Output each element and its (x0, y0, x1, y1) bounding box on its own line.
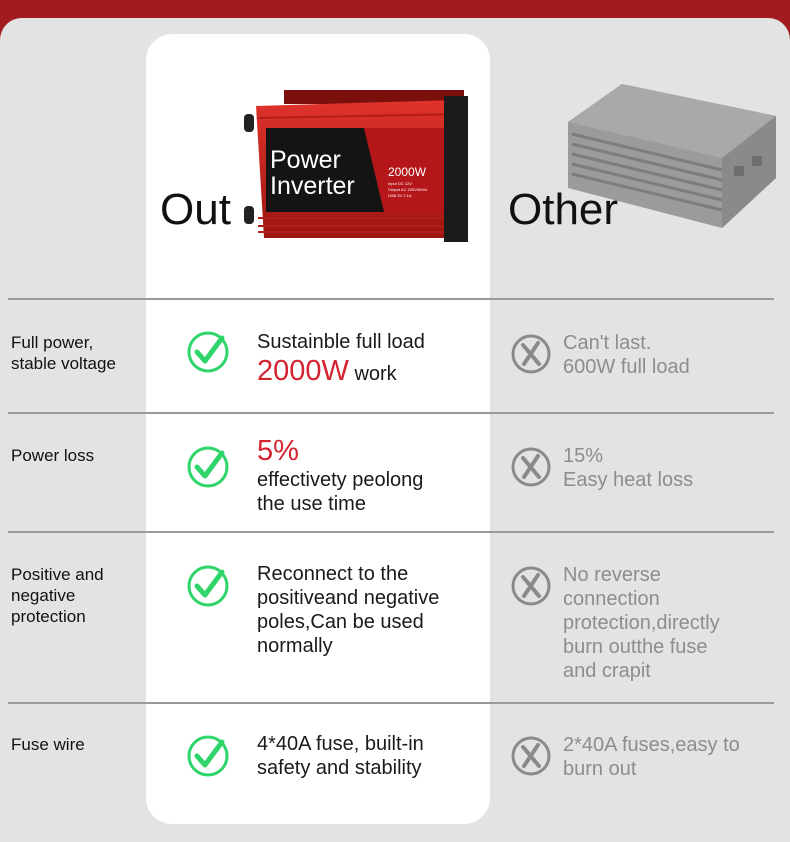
ours-line: Sustainble full load (257, 331, 425, 353)
product-brand-line1: Power (270, 146, 341, 174)
x-circle-icon (510, 565, 552, 607)
ours-line: safety and stability (257, 757, 422, 779)
row-label-line: Power loss (11, 446, 95, 465)
ours-suffix: work (348, 363, 397, 385)
ours-line: positiveand negative (257, 587, 440, 609)
other-line: and crapit (563, 660, 651, 682)
ours-line: effectivety peolong (257, 469, 424, 491)
other-value-fuse-wire (563, 733, 740, 781)
other-value-protection (563, 563, 720, 683)
ours-line: 4*40A fuse, built-in (257, 733, 424, 755)
other-header: Other (508, 185, 619, 234)
other-value-power-loss (563, 444, 693, 492)
x-circle-icon (510, 446, 552, 488)
product-spec-line2: Output AC 220V/50Hz (388, 187, 428, 192)
ours-value-fuse-wire (257, 732, 424, 780)
check-circle-icon (186, 564, 230, 608)
x-circle-icon (510, 735, 552, 777)
row-label-line: Fuse wire (11, 735, 85, 754)
ours-line: the use time (257, 493, 366, 515)
row-label-line: negative (11, 586, 76, 605)
row-label-line: protection (11, 607, 86, 626)
ours-highlight: 5% (257, 435, 299, 467)
row-label-full-power (11, 332, 116, 374)
other-line: burn outthe fuse (563, 636, 708, 658)
other-line: Can't last. (563, 332, 652, 354)
ours-line: normally (257, 635, 333, 657)
row-divider (8, 531, 774, 533)
other-line: No reverse (563, 564, 661, 586)
other-line: 600W full load (563, 356, 690, 378)
ours-line: poles,Can be used (257, 611, 424, 633)
other-line: burn out (563, 758, 637, 780)
check-circle-icon (186, 445, 230, 489)
other-line: 15% (563, 445, 604, 467)
product-brand-line2: Inverter (270, 172, 355, 200)
row-divider (8, 412, 774, 414)
row-divider (8, 702, 774, 704)
power-inverter-product-image (244, 88, 474, 248)
check-circle-icon (186, 330, 230, 374)
row-divider (8, 298, 774, 300)
other-line: Easy heat loss (563, 469, 694, 491)
ours-highlight: 2000W (257, 355, 349, 387)
other-line: connection (563, 588, 660, 610)
row-label-power-loss (11, 445, 94, 466)
ours-value-protection (257, 562, 439, 658)
ours-value-full-power (257, 330, 425, 388)
check-circle-icon (186, 734, 230, 778)
product-power-label: 2000W (388, 165, 427, 179)
other-value-full-power (563, 331, 690, 379)
product-spec-line1: Input DC 12V (388, 181, 413, 186)
ours-header: Out (160, 185, 231, 234)
row-label-line: stable voltage (11, 354, 116, 373)
row-label-fuse-wire (11, 734, 85, 755)
ours-value-power-loss (257, 434, 423, 516)
row-label-line: Positive and (11, 565, 104, 584)
ours-line: Reconnect to the (257, 563, 409, 585)
row-label-protection (11, 564, 104, 627)
row-label-line: Full power, (11, 333, 94, 352)
other-line: 2*40A fuses,easy to (563, 734, 740, 756)
other-line: protection,directly (563, 612, 720, 634)
product-spec-line3: USB 5V 2.1A (388, 193, 412, 198)
x-circle-icon (510, 333, 552, 375)
